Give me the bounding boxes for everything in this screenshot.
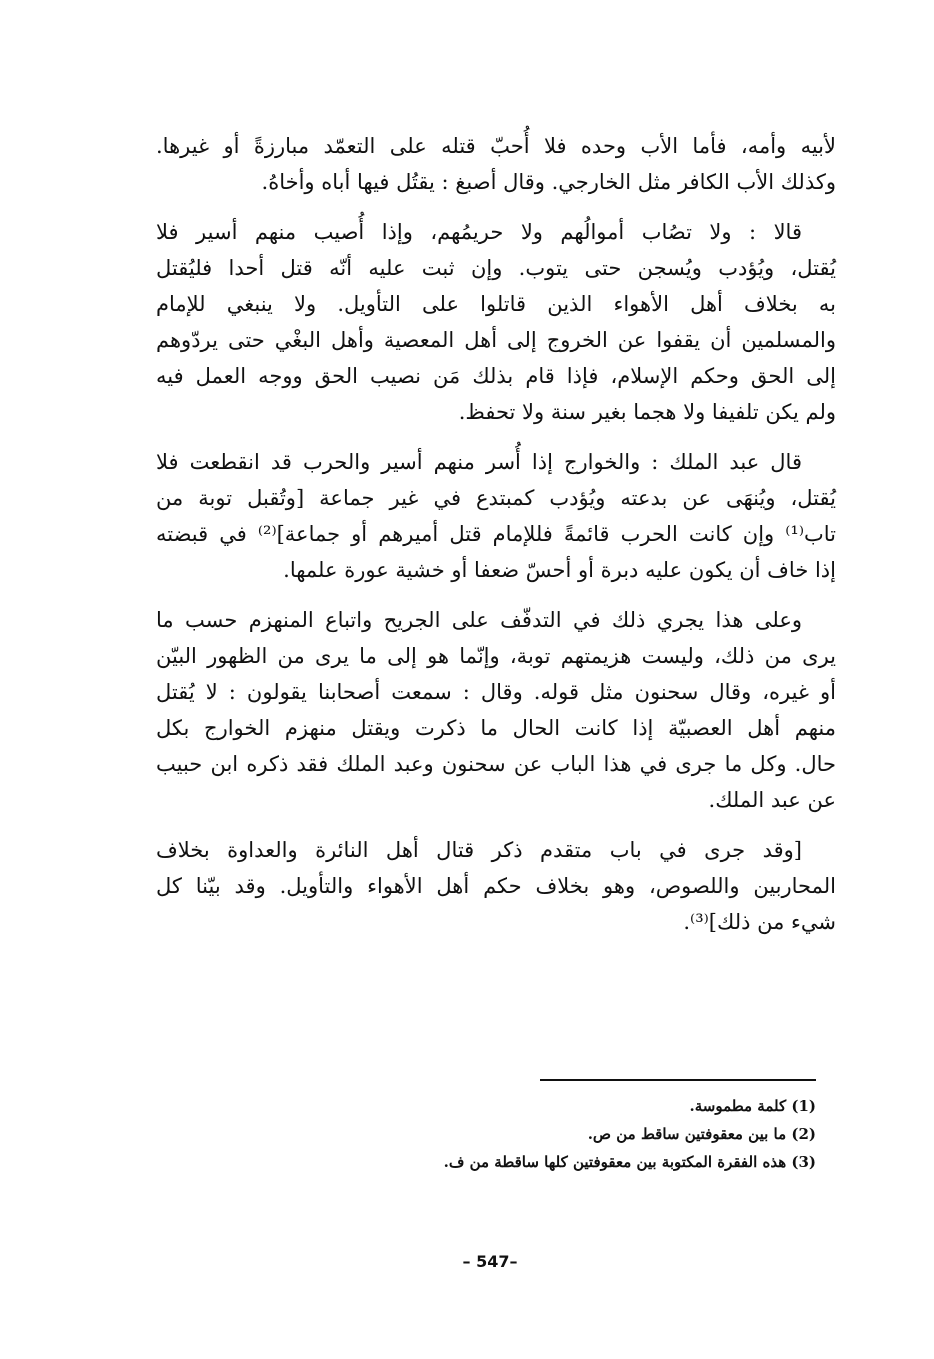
footnote-divider [540,1079,816,1081]
text-line: قالا : ولا تصُاب أموالُهم ولا حريمُهم، وإذا أُصيب منهم أسير فلا [156,220,802,244]
main-text [156,128,836,940]
text-line: منهم أهل العصبيّة إذا كانت الحال ما ذكرت ويقتل منهزم الخوارج بكل [156,716,836,740]
footnotes [296,1092,816,1176]
paragraph [156,832,836,940]
paragraph [156,214,836,430]
paragraph [156,128,836,200]
text-line: قال عبد الملك : والخوارج إذا أُسر منهم أسير والحرب قد انقطعت فلا [156,450,802,474]
paragraph [156,602,836,818]
text-line: يرى من ذلك، وليست هزيمتهم توبة، وإنّما هو إلى ما يرى من الظهور البيّن [156,644,836,668]
page-number: – 547– [462,1252,518,1271]
text-line: تاب⁽¹⁾ وإن كانت الحرب قائمةً فللإمام قتل أميرهم أو جماعة]⁽²⁾ في قبضته [156,522,836,546]
text-line: إذا خاف أن يكون عليه دبرة أو أحسّ ضعفا أو خشية عورة علمها. [283,558,836,582]
footnote: (3) هذه الفقرة المكتوبة بين معقوفتين كلها ساقطة من ف. [443,1153,816,1171]
text-line: وكذلك الأب الكافر مثل الخارجي. وقال أصبغ : يقتُل فيها أباه وأخاهُ. [261,170,836,194]
text-line: يُقتل، ويُنهَى عن بدعته ويُؤدب كمبتدع في غير جماعة [وتُقبل توبة من [156,486,836,510]
text-line: ولم يكن تلفيفا ولا هجما بغير سنة ولا تحفظ. [458,400,836,424]
footnote: (2) ما بين معقوفتين ساقط من ص. [587,1125,816,1143]
text-line: وعلى هذا يجري ذلك في التدفّف على الجريح واتباع المنهزم حسب ما [156,608,802,632]
text-line: المحاربين واللصوص، وهو بخلاف حكم أهل الأهواء والتأويل. وقد بيّنا كل [156,874,836,898]
text-line: يُقتل، ويُؤدب ويُسجن حتى يتوب. وإن ثبت عليه أنّه قتل أحدا فليُقتل [156,256,836,280]
text-line: [وقد جرى في باب متقدم ذكر قتال أهل النائرة والعداوة بخلاف [156,838,802,862]
text-line: عن عبد الملك. [708,788,836,812]
text-line: والمسلمين أن يقفوا عن الخروج إلى أهل المعصية وأهل البغْي حتى يردّوهم [156,328,836,352]
text-line: لأبيه وأمه، فأما الأب وحده فلا أُحبّ قتله على التعمّد مبارزةً أو غيرها. [156,134,836,158]
text-line: به بخلاف أهل الأهواء الذين قاتلوا على التأويل. ولا ينبغي للإمام [156,292,836,316]
footnote: (1) كلمة مطموسة. [689,1097,816,1115]
text-line: إلى الحق وحكم الإسلام، فإذا قام بذلك مَن نصيب الحق ووجه العمل فيه [156,364,836,388]
text-line: حال. وكل ما جرى في هذا الباب عن سحنون وعبد الملك فقد ذكره ابن حبيب [156,752,836,776]
text-line: شيء من ذلك]⁽³⁾. [683,910,836,934]
paragraph [156,444,836,588]
text-line: أو غيره، وقال سحنون مثل قوله. وقال : سمعت أصحابنا يقولون : لا يُقتل [156,680,836,704]
